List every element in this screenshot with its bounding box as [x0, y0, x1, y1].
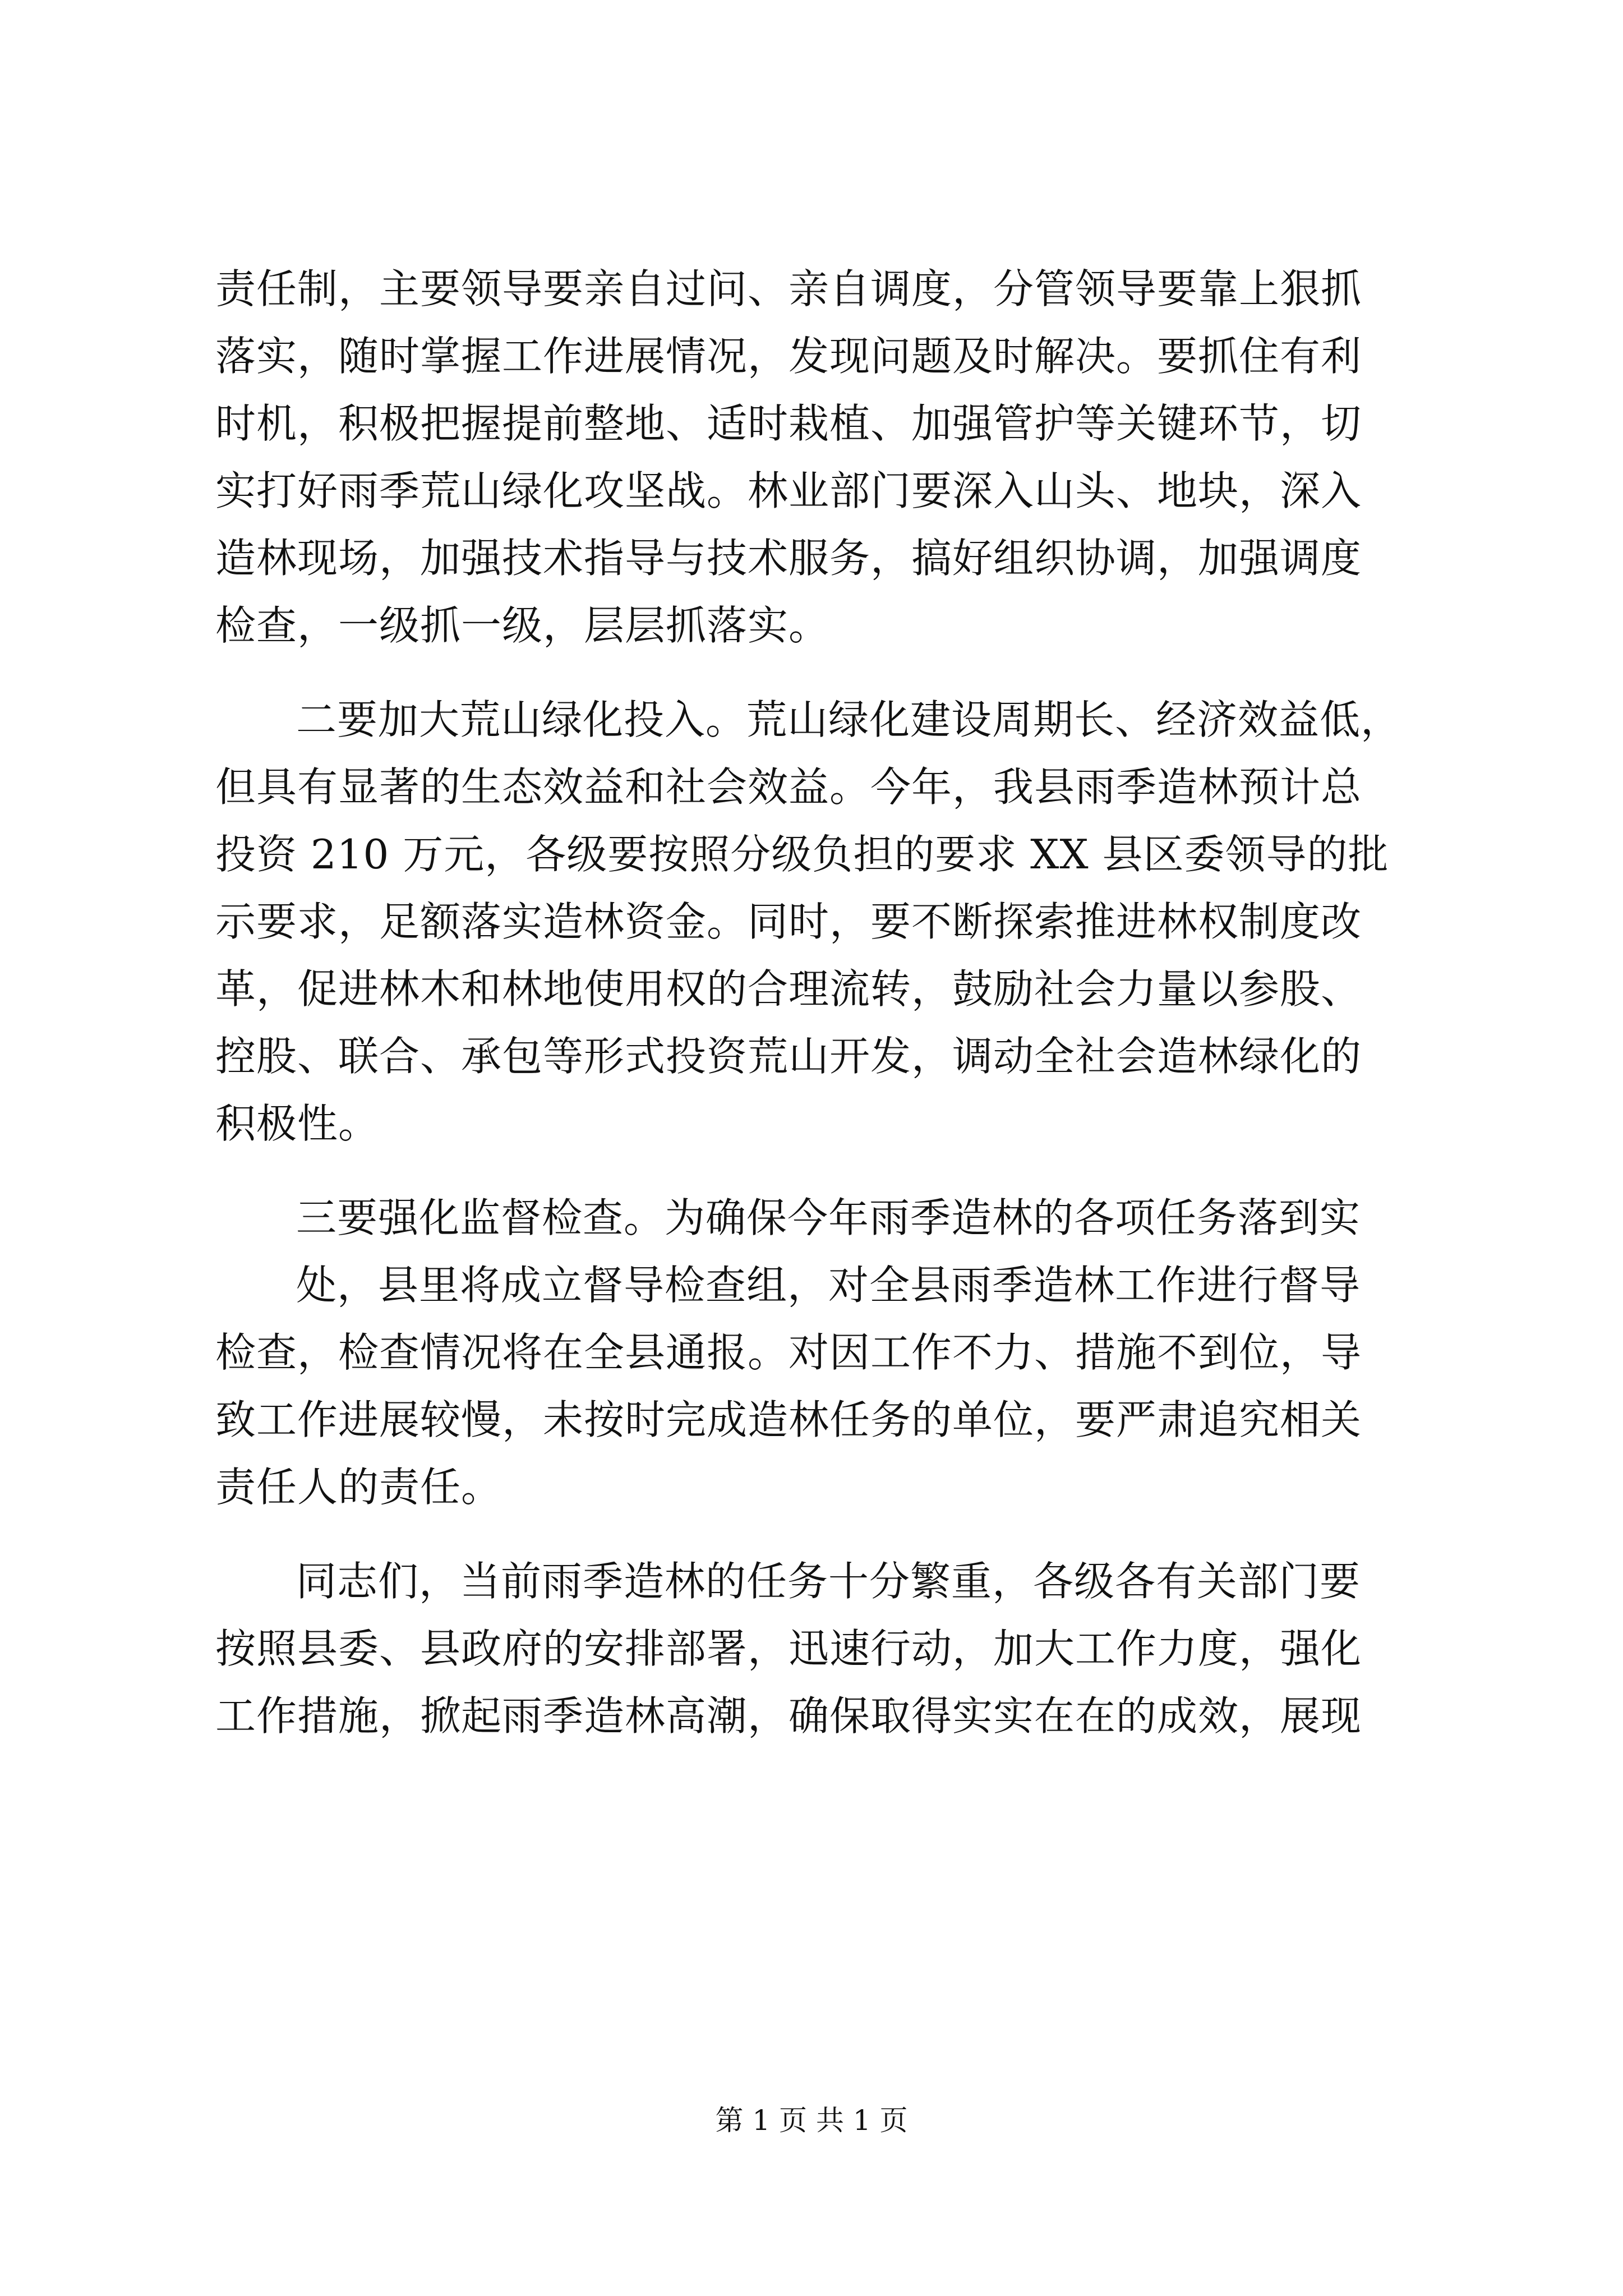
- text-line: 积极性。: [215, 1100, 380, 1147]
- text-line: 工作措施，掀起雨季造林高潮，确保取得实实在在的成效，展现: [215, 1692, 1362, 1740]
- text-line: 但具有显著的生态效益和社会效益。今年，我县雨季造林预计总: [215, 763, 1362, 811]
- paragraph-4: [215, 1548, 1427, 1750]
- text-line: 示要求，足额落实造林资金。同时，要不断探索推进林权制度改: [215, 898, 1362, 945]
- paragraph-1: [215, 255, 1427, 659]
- text-line: 落实，随时掌握工作进展情况，发现问题及时解决。要抓住有利: [215, 333, 1362, 380]
- text-line: 时机，积极把握提前整地、适时栽植、加强管护等关键环节，切: [215, 400, 1362, 447]
- text-line: 革，促进林木和林地使用权的合理流转，鼓励社会力量以参股、: [215, 965, 1362, 1013]
- text-line: 投资 210 万元，各级要按照分级负担的要求 XX 县区委领导的批: [215, 831, 1389, 878]
- text-line: 实打好雨季荒山绿化攻坚战。林业部门要深入山头、地块，深入: [215, 467, 1362, 514]
- text-line: 按照县委、县政府的安排部署，迅速行动，加大工作力度，强化: [215, 1625, 1362, 1672]
- document-body: [215, 255, 1427, 1750]
- text-line: 检查，检查情况将在全县通报。对因工作不力、措施不到位，导: [215, 1329, 1362, 1376]
- text-line: 三要强化监督检查。为确保今年雨季造林的各项任务落到实: [296, 1194, 1361, 1241]
- text-line: 责任人的责任。: [215, 1464, 502, 1511]
- text-line: 检查，一级抓一级，层层抓落实。: [215, 602, 830, 649]
- paragraph-2: [215, 686, 1427, 1157]
- text-line: 控股、联合、承包等形式投资荒山开发，调动全社会造林绿化的: [215, 1033, 1362, 1080]
- text-line: 造林现场，加强技术指导与技术服务，搞好组织协调，加强调度: [215, 535, 1362, 582]
- text-line: 二要加大荒山绿化投入。荒山绿化建设周期长、经济效益低，: [296, 696, 1402, 743]
- text-line: 处，县里将成立督导检查组，对全县雨季造林工作进行督导: [296, 1262, 1361, 1309]
- page-footer: 第 1 页 共 1 页: [715, 2104, 908, 2137]
- paragraph-3: [215, 1184, 1427, 1521]
- text-line: 同志们，当前雨季造林的任务十分繁重，各级各有关部门要: [296, 1558, 1361, 1605]
- text-line: 致工作进展较慢，未按时完成造林任务的单位，要严肃追究相关: [215, 1396, 1362, 1443]
- text-line: 责任制，主要领导要亲自过问、亲自调度，分管领导要靠上狠抓: [215, 265, 1362, 312]
